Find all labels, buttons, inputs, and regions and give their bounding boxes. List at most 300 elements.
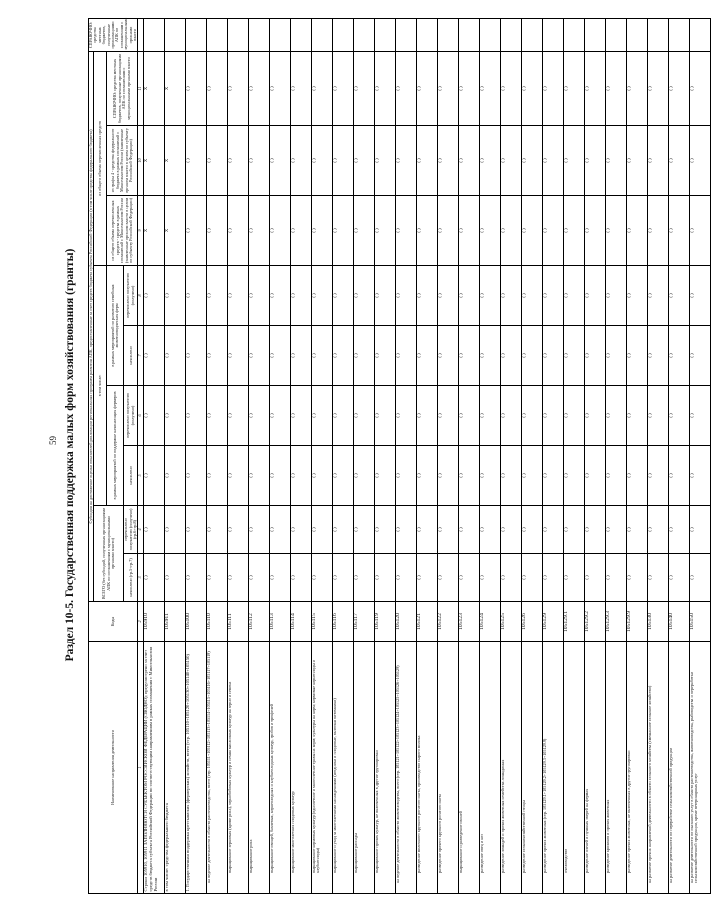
value-cell[interactable]: ( ) [668, 554, 689, 602]
table-row [290, 18, 311, 893]
row-code: 105117 [353, 602, 374, 642]
value-cell[interactable]: ( ) [269, 386, 290, 446]
value-cell[interactable]: ( ) [185, 506, 206, 554]
value-cell[interactable]: ( ) [269, 266, 290, 326]
table-row [500, 18, 521, 893]
value-cell[interactable]: ( ) [269, 196, 290, 266]
value-cell[interactable]: ( ) [584, 126, 605, 196]
value-cell[interactable]: ( ) [269, 446, 290, 506]
value-cell[interactable]: ( ) [584, 266, 605, 326]
value-cell[interactable]: ( ) [353, 446, 374, 506]
value-cell[interactable] [626, 18, 647, 51]
value-cell[interactable]: ( ) [248, 554, 269, 602]
value-cell[interactable]: ( ) [458, 196, 479, 266]
value-cell[interactable]: ( ) [584, 446, 605, 506]
col-header-subsidy-group: Субсидия на достижение оценки показателей реализации региональных программ развития АПК, предоставленные за счет средств бюджета субъекта Российской Федерации (в том числе средства федерального бюджета) [89, 51, 94, 601]
value-cell[interactable]: ( ) [248, 51, 269, 125]
value-cell[interactable]: ( ) [248, 326, 269, 386]
value-cell[interactable]: ( ) [353, 326, 374, 386]
value-cell[interactable]: ( ) [458, 386, 479, 446]
value-cell[interactable]: ( ) [143, 554, 164, 602]
value-cell[interactable] [416, 18, 437, 51]
value-cell[interactable]: ( ) [500, 446, 521, 506]
value-cell[interactable]: ( ) [185, 554, 206, 602]
value-cell[interactable]: ( ) [689, 326, 710, 386]
value-cell[interactable]: ( ) [605, 554, 626, 602]
table-row [584, 18, 605, 893]
value-cell[interactable]: ( ) [227, 51, 248, 125]
value-cell[interactable]: X [164, 126, 185, 196]
value-cell[interactable]: ( ) [206, 446, 227, 506]
value-cell[interactable]: ( ) [227, 506, 248, 554]
value-cell[interactable]: ( ) [185, 51, 206, 125]
value-cell[interactable]: ( ) [605, 51, 626, 125]
value-cell[interactable]: ( ) [206, 386, 227, 446]
value-cell[interactable]: ( ) [521, 386, 542, 446]
value-cell[interactable]: ( ) [479, 326, 500, 386]
value-cell[interactable]: ( ) [353, 126, 374, 196]
value-cell[interactable]: ( ) [269, 51, 290, 125]
value-cell[interactable]: ( ) [227, 446, 248, 506]
row-code: 105130 [647, 602, 668, 642]
value-cell[interactable]: ( ) [458, 326, 479, 386]
value-cell[interactable] [458, 18, 479, 51]
value-cell[interactable]: ( ) [458, 266, 479, 326]
value-cell[interactable]: ( ) [437, 126, 458, 196]
value-cell[interactable]: ( ) [689, 51, 710, 125]
row-label: выращивание и разведение свиней [458, 642, 479, 894]
value-cell[interactable]: ( ) [437, 446, 458, 506]
row-code: 105110 [206, 602, 227, 642]
table-row [668, 18, 689, 893]
value-cell[interactable]: ( ) [269, 506, 290, 554]
value-cell[interactable]: ( ) [437, 506, 458, 554]
value-cell[interactable]: ( ) [521, 266, 542, 326]
value-cell[interactable]: ( ) [374, 326, 395, 386]
value-cell[interactable] [311, 18, 332, 51]
value-cell[interactable]: ( ) [332, 126, 353, 196]
row-code: 105114 [290, 602, 311, 642]
value-cell[interactable]: ( ) [479, 126, 500, 196]
value-cell[interactable]: ( ) [668, 506, 689, 554]
table-row [563, 18, 584, 893]
value-cell[interactable]: ( ) [227, 326, 248, 386]
value-cell[interactable]: ( ) [689, 196, 710, 266]
col-header-activity: Наименование направления деятельности [89, 642, 138, 894]
value-cell[interactable] [164, 18, 185, 51]
value-cell[interactable]: ( ) [395, 446, 416, 506]
row-code: 105140 [668, 602, 689, 642]
col-header-reference: СПРАВОЧНО: средства местных бюджетов, полученные организациями АПК по соглашениям с муниципальными органами власти [88, 17, 138, 50]
value-cell[interactable]: ( ) [290, 506, 311, 554]
value-cell[interactable]: ( ) [311, 554, 332, 602]
value-cell[interactable]: ( ) [626, 51, 647, 125]
value-cell[interactable] [584, 18, 605, 51]
value-cell[interactable]: ( ) [332, 266, 353, 326]
value-cell[interactable] [395, 18, 416, 51]
value-cell[interactable]: ( ) [437, 554, 458, 602]
value-cell[interactable]: ( ) [563, 446, 584, 506]
value-cell[interactable]: ( ) [185, 326, 206, 386]
value-cell[interactable]: ( ) [647, 126, 668, 196]
value-cell[interactable]: ( ) [500, 51, 521, 125]
value-cell[interactable]: ( ) [353, 386, 374, 446]
value-cell[interactable]: ( ) [185, 266, 206, 326]
value-cell[interactable]: ( ) [647, 196, 668, 266]
value-cell[interactable]: ( ) [248, 126, 269, 196]
value-cell[interactable]: ( ) [416, 51, 437, 125]
table-row [353, 18, 374, 893]
value-cell[interactable]: ( ) [458, 126, 479, 196]
value-cell[interactable]: ( ) [668, 446, 689, 506]
value-cell[interactable]: ( ) [647, 51, 668, 125]
value-cell[interactable]: ( ) [290, 196, 311, 266]
column-number: 3 [138, 554, 143, 602]
value-cell[interactable]: ( ) [248, 506, 269, 554]
value-cell[interactable]: ( ) [143, 326, 164, 386]
value-cell[interactable]: ( ) [479, 266, 500, 326]
value-cell[interactable]: ( ) [290, 446, 311, 506]
row-label: на развитие деятельности по переработке сельскохозяйственной продукции [668, 642, 689, 894]
value-cell[interactable] [500, 18, 521, 51]
value-cell[interactable]: ( ) [311, 506, 332, 554]
value-cell[interactable]: ( ) [332, 326, 353, 386]
value-cell[interactable] [668, 18, 689, 51]
value-cell[interactable]: ( ) [479, 506, 500, 554]
value-cell[interactable] [542, 18, 563, 51]
value-cell[interactable]: ( ) [248, 446, 269, 506]
value-cell[interactable]: ( ) [311, 196, 332, 266]
value-cell[interactable]: ( ) [542, 51, 563, 125]
value-cell[interactable]: ( ) [500, 386, 521, 446]
value-cell[interactable]: ( ) [395, 196, 416, 266]
row-label: выращивание зерновых (кроме риса), зернобобовых культур и семян масличных культур на зерно и семена [227, 642, 248, 894]
value-cell[interactable]: ( ) [521, 126, 542, 196]
value-cell[interactable]: ( ) [437, 51, 458, 125]
value-cell[interactable]: ( ) [290, 386, 311, 446]
value-cell[interactable]: X [164, 51, 185, 125]
row-label: разведение оленей и пушных зверей на фермах [584, 642, 605, 894]
value-cell[interactable]: ( ) [143, 506, 164, 554]
value-cell[interactable]: ( ) [542, 386, 563, 446]
value-cell[interactable]: ( ) [626, 196, 647, 266]
value-cell[interactable]: ( ) [542, 554, 563, 602]
value-cell[interactable]: ( ) [227, 266, 248, 326]
value-cell[interactable]: ( ) [563, 554, 584, 602]
value-cell[interactable] [290, 18, 311, 51]
value-cell[interactable]: ( ) [374, 554, 395, 602]
value-cell[interactable]: ( ) [521, 51, 542, 125]
row-code: 105125 [500, 602, 521, 642]
value-cell[interactable]: ( ) [227, 196, 248, 266]
value-cell[interactable]: ( ) [605, 326, 626, 386]
value-cell[interactable]: ( ) [563, 51, 584, 125]
value-cell[interactable]: ( ) [227, 126, 248, 196]
value-cell[interactable]: ( ) [605, 266, 626, 326]
value-cell[interactable]: ( ) [542, 196, 563, 266]
value-cell[interactable]: ( ) [542, 506, 563, 554]
value-cell[interactable]: ( ) [332, 51, 353, 125]
value-cell[interactable]: ( ) [689, 266, 710, 326]
value-cell[interactable]: ( ) [164, 506, 185, 554]
value-cell[interactable]: ( ) [374, 506, 395, 554]
value-cell[interactable]: ( ) [689, 506, 710, 554]
value-cell[interactable]: ( ) [374, 126, 395, 196]
value-cell[interactable]: ( ) [689, 554, 710, 602]
value-cell[interactable]: ( ) [185, 386, 206, 446]
value-cell[interactable] [605, 18, 626, 51]
value-cell[interactable]: ( ) [143, 386, 164, 446]
value-cell[interactable]: ( ) [479, 51, 500, 125]
value-cell[interactable]: ( ) [290, 266, 311, 326]
value-cell[interactable]: ( ) [290, 326, 311, 386]
value-cell[interactable]: ( ) [416, 196, 437, 266]
value-cell[interactable]: ( ) [374, 51, 395, 125]
value-cell[interactable]: ( ) [647, 554, 668, 602]
value-cell[interactable]: ( ) [311, 51, 332, 125]
value-cell[interactable]: ( ) [353, 51, 374, 125]
value-cell[interactable] [647, 18, 668, 51]
row-label: разведение прочих животных, не включенных в другие группировки [626, 642, 647, 894]
value-cell[interactable]: ( ) [416, 554, 437, 602]
value-cell[interactable]: ( ) [416, 386, 437, 446]
value-cell[interactable]: ( ) [332, 386, 353, 446]
value-cell[interactable]: ( ) [605, 196, 626, 266]
value-cell[interactable]: X [143, 196, 164, 266]
value-cell[interactable]: ( ) [500, 326, 521, 386]
row-code: 105122 [437, 602, 458, 642]
value-cell[interactable]: ( ) [395, 266, 416, 326]
value-cell[interactable]: ( ) [269, 554, 290, 602]
value-cell[interactable]: ( ) [437, 386, 458, 446]
value-cell[interactable]: ( ) [521, 554, 542, 602]
value-cell[interactable]: ( ) [626, 506, 647, 554]
value-cell[interactable]: ( ) [143, 266, 164, 326]
value-cell[interactable]: ( ) [206, 554, 227, 602]
value-cell[interactable]: ( ) [164, 326, 185, 386]
value-cell[interactable]: ( ) [479, 554, 500, 602]
value-cell[interactable]: ( ) [290, 554, 311, 602]
value-cell[interactable]: ( ) [542, 266, 563, 326]
value-cell[interactable]: ( ) [353, 266, 374, 326]
value-cell[interactable]: X [143, 51, 164, 125]
value-cell[interactable]: ( ) [311, 386, 332, 446]
value-cell[interactable]: ( ) [584, 506, 605, 554]
value-cell[interactable] [374, 18, 395, 51]
value-cell[interactable] [479, 18, 500, 51]
value-cell[interactable]: ( ) [668, 386, 689, 446]
value-cell[interactable]: ( ) [626, 446, 647, 506]
value-cell[interactable]: ( ) [563, 196, 584, 266]
value-cell[interactable] [269, 18, 290, 51]
value-cell[interactable]: ( ) [521, 326, 542, 386]
value-cell[interactable]: ( ) [332, 196, 353, 266]
value-cell[interactable]: ( ) [626, 266, 647, 326]
value-cell[interactable]: ( ) [500, 506, 521, 554]
value-cell[interactable]: ( ) [437, 196, 458, 266]
row-code: 105150 [689, 602, 710, 642]
value-cell[interactable]: ( ) [164, 386, 185, 446]
value-cell[interactable]: ( ) [395, 554, 416, 602]
value-cell[interactable]: ( ) [647, 266, 668, 326]
value-cell[interactable] [227, 18, 248, 51]
value-cell[interactable]: ( ) [206, 126, 227, 196]
value-cell[interactable]: ( ) [668, 126, 689, 196]
value-cell[interactable]: ( ) [479, 196, 500, 266]
value-cell[interactable]: ( ) [626, 126, 647, 196]
value-cell[interactable] [353, 18, 374, 51]
value-cell[interactable]: ( ) [185, 446, 206, 506]
value-cell[interactable]: ( ) [185, 126, 206, 196]
value-cell[interactable]: ( ) [311, 266, 332, 326]
value-cell[interactable]: ( ) [479, 386, 500, 446]
value-cell[interactable]: ( ) [500, 554, 521, 602]
value-cell[interactable]: ( ) [206, 326, 227, 386]
col-header-col8: из общего объема перечисленных средств - средства в рамках соглашений с Минсельхозом России (заявленные органом власти в целом по субъекту Российской Федерации) [107, 196, 138, 266]
value-cell[interactable]: ( ) [479, 446, 500, 506]
value-cell[interactable]: ( ) [626, 326, 647, 386]
value-cell[interactable]: ( ) [353, 196, 374, 266]
value-cell[interactable] [689, 18, 710, 51]
value-cell[interactable]: ( ) [584, 386, 605, 446]
value-cell[interactable]: ( ) [269, 126, 290, 196]
value-cell[interactable] [521, 18, 542, 51]
value-cell[interactable]: ( ) [164, 554, 185, 602]
row-label: разведение овец и коз [479, 642, 500, 894]
value-cell[interactable] [143, 18, 164, 51]
value-cell[interactable] [563, 18, 584, 51]
value-cell[interactable]: ( ) [416, 326, 437, 386]
value-cell[interactable]: ( ) [542, 126, 563, 196]
value-cell[interactable]: ( ) [290, 126, 311, 196]
value-cell[interactable]: ( ) [311, 446, 332, 506]
value-cell[interactable]: ( ) [374, 446, 395, 506]
value-cell[interactable]: ( ) [374, 266, 395, 326]
value-cell[interactable]: ( ) [563, 266, 584, 326]
value-cell[interactable]: ( ) [647, 506, 668, 554]
value-cell[interactable]: ( ) [689, 126, 710, 196]
value-cell[interactable]: ( ) [269, 326, 290, 386]
value-cell[interactable]: ( ) [563, 326, 584, 386]
value-cell[interactable]: ( ) [332, 554, 353, 602]
value-cell[interactable]: ( ) [395, 326, 416, 386]
value-cell[interactable]: ( ) [206, 196, 227, 266]
row-label: на ведение деятельности в области растениеводства, всего (стр. 105111+105112+105113+105114+105115+105116+105117+105119) [206, 642, 227, 894]
value-cell[interactable]: ( ) [290, 51, 311, 125]
value-cell[interactable]: ( ) [164, 266, 185, 326]
value-cell[interactable]: ( ) [311, 126, 332, 196]
value-cell[interactable]: ( ) [206, 266, 227, 326]
value-cell[interactable]: ( ) [668, 51, 689, 125]
value-cell[interactable]: ( ) [227, 554, 248, 602]
value-cell[interactable]: ( ) [458, 554, 479, 602]
value-cell[interactable]: ( ) [248, 386, 269, 446]
value-cell[interactable]: ( ) [248, 196, 269, 266]
value-cell[interactable]: ( ) [668, 326, 689, 386]
value-cell[interactable]: X [143, 126, 164, 196]
value-cell[interactable]: ( ) [521, 506, 542, 554]
value-cell[interactable]: ( ) [647, 326, 668, 386]
value-cell[interactable]: ( ) [626, 554, 647, 602]
value-cell[interactable]: ( ) [437, 326, 458, 386]
value-cell[interactable]: ( ) [395, 51, 416, 125]
row-label: выращивание овощей, бахчевых, корнеплодных и клубнеплодных культур, грибов и трюфелей [269, 642, 290, 894]
value-cell[interactable] [332, 18, 353, 51]
value-cell[interactable]: ( ) [563, 126, 584, 196]
value-cell[interactable]: ( ) [374, 386, 395, 446]
value-cell[interactable]: ( ) [542, 446, 563, 506]
value-cell[interactable]: ( ) [584, 554, 605, 602]
value-cell[interactable]: ( ) [353, 506, 374, 554]
value-cell[interactable] [206, 18, 227, 51]
value-cell[interactable]: ( ) [647, 446, 668, 506]
value-cell[interactable]: ( ) [605, 506, 626, 554]
value-cell[interactable]: ( ) [605, 126, 626, 196]
value-cell[interactable]: ( ) [395, 126, 416, 196]
value-cell[interactable] [248, 18, 269, 51]
value-cell[interactable]: ( ) [605, 446, 626, 506]
value-cell[interactable]: ( ) [500, 126, 521, 196]
value-cell[interactable]: ( ) [563, 386, 584, 446]
value-cell[interactable]: ( ) [584, 196, 605, 266]
value-cell[interactable]: ( ) [500, 266, 521, 326]
value-cell[interactable]: ( ) [164, 446, 185, 506]
value-cell[interactable]: ( ) [584, 51, 605, 125]
value-cell[interactable]: ( ) [458, 506, 479, 554]
value-cell[interactable]: ( ) [332, 446, 353, 506]
value-cell[interactable] [437, 18, 458, 51]
value-cell[interactable]: ( ) [353, 554, 374, 602]
value-cell[interactable]: ( ) [395, 506, 416, 554]
value-cell[interactable]: ( ) [605, 386, 626, 446]
value-cell[interactable]: ( ) [206, 51, 227, 125]
value-cell[interactable]: ( ) [521, 196, 542, 266]
value-cell[interactable]: ( ) [416, 506, 437, 554]
value-cell[interactable]: ( ) [416, 126, 437, 196]
value-cell[interactable]: ( ) [227, 386, 248, 446]
value-cell[interactable]: ( ) [458, 446, 479, 506]
value-cell[interactable]: ( ) [248, 266, 269, 326]
value-cell[interactable]: ( ) [437, 266, 458, 326]
value-cell[interactable]: ( ) [374, 196, 395, 266]
value-cell[interactable]: ( ) [332, 506, 353, 554]
col-header-including: в том числе: [94, 266, 107, 506]
value-cell[interactable]: ( ) [143, 446, 164, 506]
value-cell[interactable] [185, 18, 206, 51]
value-cell[interactable]: ( ) [668, 196, 689, 266]
value-cell[interactable]: ( ) [185, 196, 206, 266]
column-number: 2 [138, 602, 143, 642]
value-cell[interactable]: ( ) [458, 51, 479, 125]
value-cell[interactable]: ( ) [500, 196, 521, 266]
value-cell[interactable]: ( ) [416, 446, 437, 506]
value-cell[interactable]: ( ) [416, 266, 437, 326]
value-cell[interactable]: ( ) [626, 386, 647, 446]
value-cell[interactable]: X [164, 196, 185, 266]
value-cell[interactable]: ( ) [584, 326, 605, 386]
value-cell[interactable]: ( ) [206, 506, 227, 554]
value-cell[interactable]: ( ) [542, 326, 563, 386]
value-cell[interactable]: ( ) [668, 266, 689, 326]
col-header-family-farms: в рамках мероприятий по развитию семейных животноводческих ферм [107, 266, 124, 386]
value-cell[interactable]: ( ) [563, 506, 584, 554]
value-cell[interactable]: ( ) [521, 446, 542, 506]
value-cell[interactable]: ( ) [689, 386, 710, 446]
value-cell[interactable]: ( ) [395, 386, 416, 446]
value-cell[interactable]: ( ) [311, 326, 332, 386]
value-cell[interactable]: ( ) [647, 386, 668, 446]
value-cell[interactable]: ( ) [689, 446, 710, 506]
